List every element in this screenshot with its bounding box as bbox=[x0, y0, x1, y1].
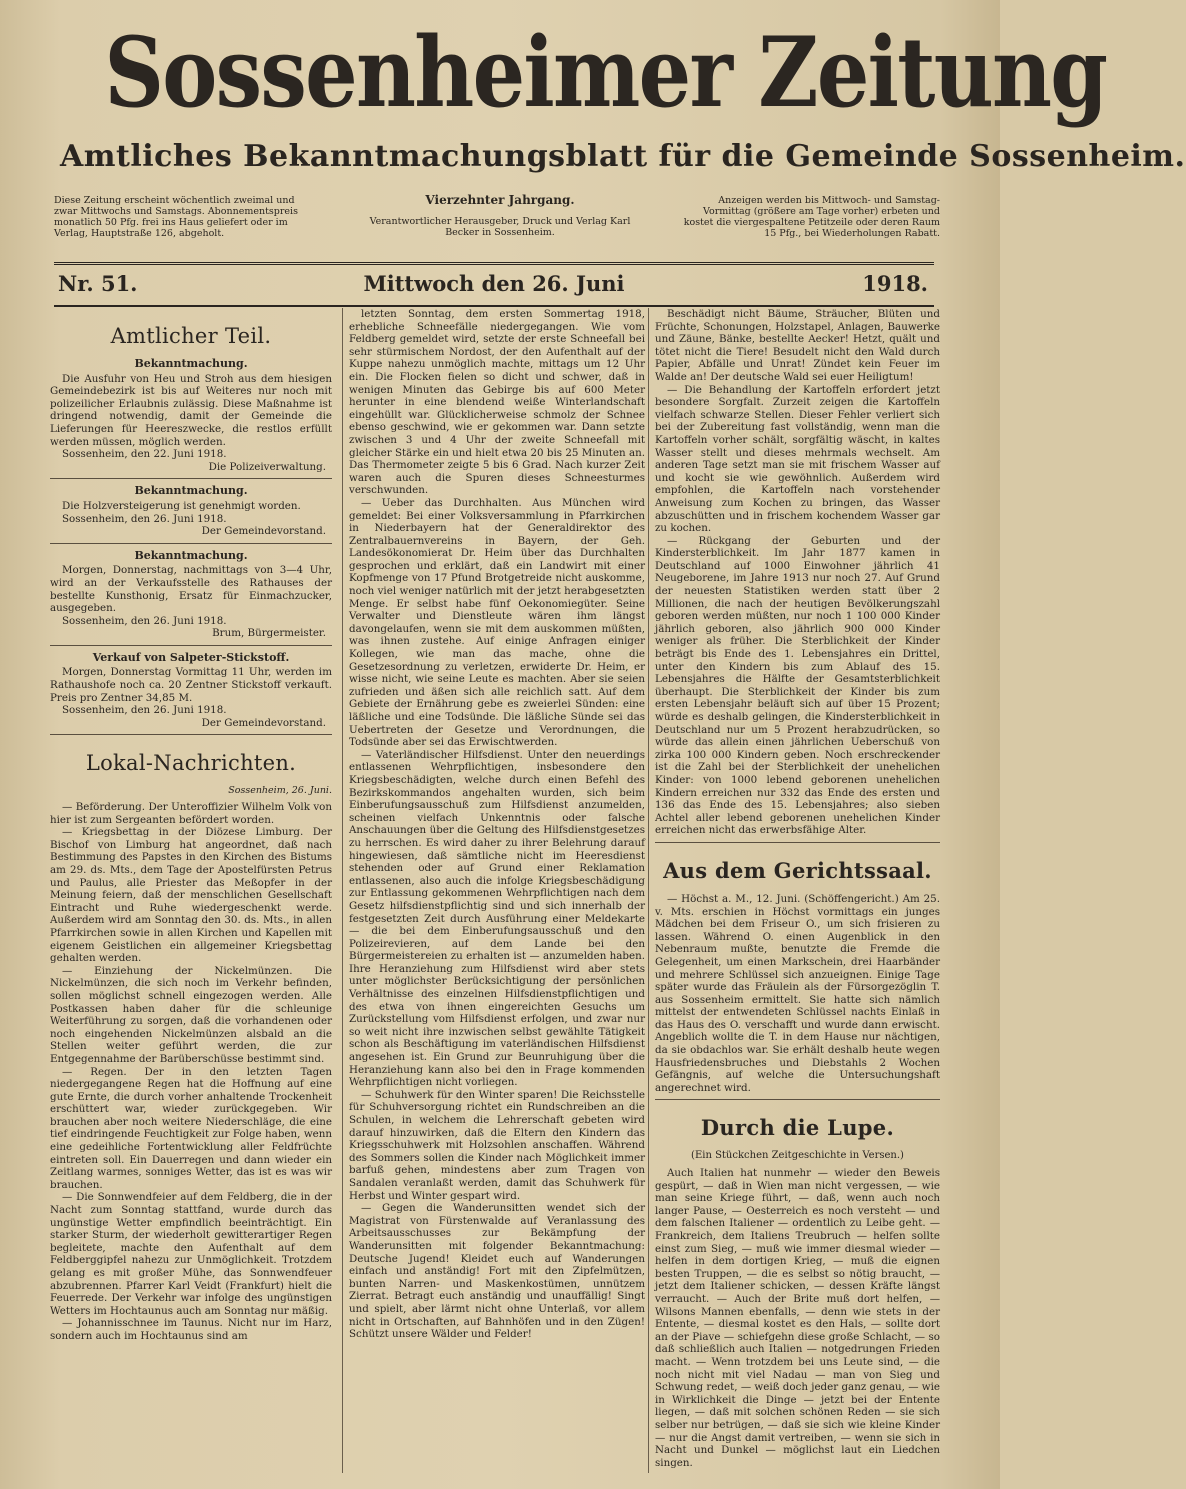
column-3 bbox=[648, 308, 940, 1473]
article-kriegsbettag: — Kriegsbettag in der Diözese Limburg. Der Bischof von Limburg hat angeordnet, daß nach Bestimmung des Papstes in den Kirchen des Bistums am 29. ds. Mts., dem Tage der Apostelfürsten Petrus und Paulus, alle Priester das Meßopfer in der Meinung feiern, daß der menschlichen Gesellschaft Eintracht und Ruhe wiedergeschenkt werde. Außerdem wird am Sonntag den 30. ds. Mts., in allen Pfarrkirchen sowie in allen Kirchen und Kapellen mit eigenem Geistlichen ein allgemeiner Kriegsbettag gehalten werden. bbox=[50, 826, 332, 965]
notice-title: Verkauf von Salpeter-Stickstoff. bbox=[92, 650, 290, 664]
publisher-info bbox=[360, 195, 640, 238]
notice-place-date: Sossenheim, den 26. Juni 1918. bbox=[62, 614, 227, 627]
poem-subtitle: (Ein Stückchen Zeitgeschichte in Versen.) bbox=[691, 1150, 904, 1162]
section-heading-amtlicher-teil: Amtlicher Teil. bbox=[110, 324, 272, 348]
masthead-subtitle: Amtliches Bekanntmachungsblatt für die Gemeinde Sossenheim. bbox=[60, 139, 1186, 174]
section-heading-lokal-nachrichten: Lokal-Nachrichten. bbox=[85, 751, 297, 776]
local-dateline: Sossenheim, 26. Juni. bbox=[228, 785, 332, 797]
divider bbox=[655, 1099, 940, 1100]
column-1 bbox=[50, 308, 332, 1473]
divider bbox=[50, 645, 332, 646]
notice-place-date: Sossenheim, den 22. Juni 1918. bbox=[62, 448, 227, 461]
article-geburten: — Rückgang der Geburten und der Kindersterblichkeit. Im Jahr 1877 kamen in Deutschland auf 1000 Einwohner jährlich 41 Neugeborene, im Jahre 1913 nur noch 27. Auf Grund der neuesten Statistiken werden statt über 2 Millionen, die nach der heutigen Bevölkerungszahl geboren werden müßten, nur noch 1 100 000 Kinder jährlich geboren, also jährlich 900 000 Kinder weniger als früher. Die Sterblichkeit der Kinder beträgt bis Ende des 1. Lebensjahres ein Drittel, unter den Kindern bis zum Ablauf des 15. Lebensjahres die Hälfte der Gesamtsterblichkeit überhaupt. Die Sterblichkeit der Kinder bis zum ersten Lebensjahr beläuft sich auf über 15 Prozent; würde es deshalb gelingen, die Kindersterblichkeit in Deutschland nur um 5 Prozent herabzudrücken, so würde das allein einen jährlichen Ueberschuß von zirka 100 000 Kindern geben. Noch erschreckender ist die Zahl bei der Sterblichkeit der unehelichen Kinder: von 1000 lebend geborenen unehelichen Kindern erreichen nur 332 das Ende des ersten und 136 das Ende des 15. Lebensjahres; also sieben Achtel aller lebend geborenen unehelichen Kinder erreichen nicht das erwerbsfähige Alter. bbox=[655, 534, 940, 837]
divider bbox=[50, 543, 332, 544]
article-befoerderung: — Beförderung. Der Unteroffizier Wilhelm Volk von hier ist zum Sergeanten befördert worden. bbox=[50, 801, 332, 826]
issue-date: Mittwoch den 26. Juni bbox=[363, 271, 625, 296]
notice-signature: Die Polizeiverwaltung. bbox=[208, 460, 326, 473]
issue-number: Nr. 51. bbox=[58, 271, 138, 296]
notice-title: Bekanntmachung. bbox=[134, 548, 248, 562]
notice-2 bbox=[50, 485, 332, 537]
section-heading-gerichtssaal: Aus dem Gerichtssaal. bbox=[663, 857, 932, 883]
article-johannisschnee: — Johannisschnee im Taunus. Nicht nur im Harz, sondern auch im Hochtaunus sind am bbox=[50, 1317, 332, 1342]
issue-dateline bbox=[54, 262, 934, 307]
advertising-info: Anzeigen werden bis Mittwoch- und Samstag-Vormittag (größere am Tage vorher) erbeten und kostet die viergespaltene Petitzeile oder deren Raum 15 Pfg., bei Wiederholungen Rabatt. bbox=[683, 195, 940, 239]
notice-title: Bekanntmachung. bbox=[134, 484, 248, 498]
issue-year: 1918. bbox=[862, 271, 928, 296]
article-regen: — Regen. Der in den letzten Tagen niedergegangene Regen hat die Hoffnung auf eine gute Ernte, die durch vorher anhaltende Trockenheit erschüttert war, wieder zurückgegeben. Wir brauchen aber noch weitere Niederschläge, die eine tief eindringende Feuchtigkeit zur Folge haben, wenn eine gedeihliche Fortentwicklung aller Feldfrüchte eintreten soll. Ein Dauerregen und dann wieder ein Zeitlang warmes, sonniges Wetter, das ist es was wir brauchen. bbox=[50, 1065, 332, 1191]
notice-signature: Brum, Bürgermeister. bbox=[212, 627, 326, 640]
masthead-title: Sossenheimer Zeitung bbox=[104, 16, 1107, 129]
article-durchhalten: — Ueber das Durchhalten. Aus München wird gemeldet: Bei einer Volksversammlung in Pfarrkirchen in Niederbayern hat der Generaldirektor des Zentralbauernvereins in Bayern, der Geh. Landesökonomierat Dr. Heim über das Durchhalten gesprochen und erklärt, daß ein Landwirt mit einer Kopfmenge von 17 Pfund Brotgetreide nicht auskomme, noch viel weniger natürlich mit der jetzt herabgesetzten Menge. Er selbst habe fünf Oekonomiegüter. Seine Verwalter und Dienstleute wären ihm längst davongelaufen, wenn sie mit dem auskommen müßten, was ihnen zustehe. Auf einige Anfragen einiger Kollegen, wie man das mache, ohne die Gesetzesordnung zu verletzen, erwiderte Dr. Heim, er wisse nicht, wie seine Leute es machten. Aber sie seien zufrieden und äßen sich alle reichlich satt. Auf dem Gebiete der Ernährung gebe es zweierlei Sünden: eine läßliche und eine Todsünde. Die läßliche Sünde sei das Uebertreten der Gesetze und Verordnungen, die Todsünde aber sei das Erwischtwerden. bbox=[349, 496, 645, 749]
notice-1 bbox=[50, 358, 332, 473]
notice-text: Die Holzversteigerung ist genehmigt worden. bbox=[62, 499, 301, 512]
volume-label: Vierzehnter Jahrgang. bbox=[425, 193, 575, 207]
notice-text: Die Ausfuhr von Heu und Stroh aus dem hiesigen Gemeindebezirk ist bis auf Weiteres nur noch mit polizeilicher Erlaubnis zulässig. Diese Maßnahme ist dringend notwendig, damit der Gemeinde die Lieferungen für Heereszwecke, die restlos erfüllt werden müssen, möglich werden. bbox=[50, 372, 332, 448]
article-wanderunsitten-cont: Beschädigt nicht Bäume, Sträucher, Blüten und Früchte, Schonungen, Holzstapel, Anlagen, Bauwerke und Zäune, Bänke, bestellte Aecker! Hetzt, quält und tötet nicht die Tiere! Besudelt nicht den Wald durch Papier, Abfälle und Unrat! Zündet kein Feuer im Walde an! Der deutsche Wald sei euer Heiligtum! bbox=[655, 308, 940, 383]
notice-title: Bekanntmachung. bbox=[134, 357, 248, 370]
poem-text: Auch Italien hat nunmehr — wieder den Beweis gespürt, — daß in Wien man nicht vergessen, — wie man seine Kriege führt, — daß, wenn auch noch langer Pause, — Oesterreich es noch versteht — und dem falschen Italiener — ordentlich zu Leibe geht. — Frankreich, dem Italiens Treubruch — helfen sollte einst zum Sieg, — muß wie immer diesmal wieder — helfen in dem dortigen Krieg, — muß die eignen besten Truppen, — die es selbst so nötig braucht, — jetzt dem Italiener schicken, — dessen Kräfte längst verraucht. — Auch der Brite muß dort helfen, — Wilsons Mannen ebenfalls, — denn wie stets in der Entente, — diesmal kostet es den Hals, — sollte dort an der Piave — schiefgehn diese große Schlacht, — so daß schließlich auch Italien — notgedrungen Frieden macht. — Wenn trotzdem bei uns Leute sind, — die noch nicht mit viel Nadau — man von Sieg und Schwung redet, — weiß doch jeder ganz genau, — wie in Wirklichkeit die Dinge — jetzt bei der Entente liegen, — daß mit solchen schönen Reden — sie sich selber nur betrügen, — daß sie sich wie kleine Kinder — nur die Angst damit vertreiben, — wenn sie sich in Nacht und Dunkel — möglichst laut ein Liedchen singen. bbox=[655, 1167, 940, 1469]
notice-signature: Der Gemeindevorstand. bbox=[201, 525, 326, 538]
article-sonnwendfeier: — Die Sonnwendfeier auf dem Feldberg, die in der Nacht zum Sonntag stattfand, wurde durch das ungünstige Wetter empfindlich beeinträchtigt. Ein starker Sturm, der wiederholt gewitterartiger Regen begleitete, machte den Aufenthalt auf dem Feldberggipfel nahezu zur Unmöglichkeit. Trotzdem gelang es mit großer Mühe, das Sonnwendfeuer abzubrennen. Pfarrer Karl Veidt (Frankfurt) hielt die Feuerrede. Der Verkehr war infolge des ungünstigen Wetters im Hochtaunus auch am Sonntag nur mäßig. bbox=[50, 1191, 332, 1317]
article-hoechst: — Höchst a. M., 12. Juni. (Schöffengericht.) Am 25. v. Mts. erschien in Höchst vormittags ein junges Mädchen bei dem Friseur O., um sich frisieren zu lassen. Während O. einen Augenblick in den Nebenraum mußte, benutzte die Fremde die Gelegenheit, um einen Markschein, drei Haarbänder und mehrere Schlüssel sich anzueignen. Einige Tage später wurde das Fräulein als der Fürsorgezöglin T. aus Sossenheim ermittelt. Sie hatte sich nämlich mittelst der entwendeten Schlüssel nachts Einlaß in das Haus des O. verschafft und wurde dann erwischt. Angeblich wollte die T. in dem Hause nur nächtigen, da sie obdachlos war. Sie erhält deshalb heute wegen Hausfriedensbruches und Diebstahls 2 Wochen Gefängnis, auf welche die Untersuchungshaft angerechnet wird. bbox=[655, 892, 940, 1094]
subscription-info: Diese Zeitung erscheint wöchentlich zweimal und zwar Mittwochs und Samstags. Abonnementspreis monatlich 50 Pfg. frei ins Haus geliefert oder im Verlag, Hauptstraße 126, abgeholt. bbox=[54, 195, 298, 239]
notice-text: Morgen, Donnerstag Vormittag 11 Uhr, werden im Rathaushofe noch ca. 20 Zentner Stickstoff verkauft. Preis pro Zentner 34,85 M. bbox=[50, 666, 332, 704]
notice-3 bbox=[50, 550, 332, 640]
column-2 bbox=[342, 308, 645, 1473]
publisher-label: Verantwortlicher Herausgeber, Druck und Verlag Karl Becker in Sossenheim. bbox=[369, 216, 631, 238]
article-nickelmuenzen: — Einziehung der Nickelmünzen. Die Nickelmünzen, die sich noch im Verkehr befinden, sollen möglichst schnell eingezogen werden. Alle Postkassen haben daher für die schleunige Weiterführung zu sorgen, daß die vorhandenen oder noch eingehenden Nickelmünzen alsbald an die Stellen weiter geführt werden, die zur Entgegennahme der Barüberschüsse bestimmt sind. bbox=[50, 964, 332, 1065]
divider bbox=[50, 734, 332, 735]
notice-place-date: Sossenheim, den 26. Juni 1918. bbox=[62, 704, 227, 717]
notice-4 bbox=[50, 652, 332, 730]
notice-signature: Der Gemeindevorstand. bbox=[201, 716, 326, 729]
article-hilfsdienst: — Vaterländischer Hilfsdienst. Unter den neuerdings entlassenen Wehrpflichtigen, insbesondere den Kriegsbeschädigten, welche durch einen Befehl des Bezirkskommandos angehalten wurden, sich beim Einberufungsausschuß zum Hilfsdienst anzumelden, scheinen vielfach Unkenntnis oder falsche Anschauungen über die Geltung des Hilfsdienstgesetzes zu herrschen. Es wird daher zu ihrer Belehrung darauf hingewiesen, daß sämtliche nicht im Heeresdienst stehenden oder auf Grund einer Reklamation entlassenen, also auch die infolge Kriegsbeschädigung zur Entlassung gekommenen Wehrpflichtigen nach dem Gesetz hilfsdienstpflichtig sind und sich innerhalb der festgesetzten Zeit durch Ausführung einer Meldekarte — die bei dem Einberufungsausschuß und den Polizeirevieren, auf dem Lande bei den Bürgermeistereien zu erhalten ist — anzumelden haben. Ihre Heranziehung zum Hilfsdienst wird aber stets unter möglichster Berücksichtigung der persönlichen Verhältnisse des einzelnen Hilfsdienstpflichtigen und des etwa von ihnen eingereichten Gesuchs um Zurückstellung vom Hilfsdienst erfolgen, und zwar nur so weit nicht ihre inzwischen selbst gewählte Tätigkeit schon als Beschäftigung im vaterländischen Hilfsdienst angesehen ist. Ein Grund zur Beunruhigung über die Heranziehung kann also bei den in Frage kommenden Wehrpflichtigen nicht vorliegen. bbox=[349, 748, 645, 1089]
notice-text: Morgen, Donnerstag, nachmittags von 3—4 Uhr, wird an der Verkaufsstelle des Rathauses der bestellte Kunsthonig, Ersatz für Einmachzucker, ausgegeben. bbox=[50, 564, 332, 615]
notice-place-date: Sossenheim, den 26. Juni 1918. bbox=[62, 512, 227, 525]
article-schuhwerk: — Schuhwerk für den Winter sparen! Die Reichsstelle für Schuhversorgung richtet ein Rundschreiben an die Schulen, in welchem die Lehrerschaft gebeten wird darauf hinzuwirken, daß die Eltern den Kindern das Kriegsschuhwerk mit Holzsohlen anschaffen. Während des Sommers sollen die Kinder nach Möglichkeit immer barfuß gehen, mindestens aber zum Tragen von Sandalen veranlaßt werden, damit das Schuhwerk für Herbst und Winter gespart wird. bbox=[349, 1088, 645, 1202]
divider bbox=[50, 478, 332, 479]
divider bbox=[655, 842, 940, 843]
article-wanderunsitten: — Gegen die Wanderunsitten wendet sich der Magistrat von Fürstenwalde auf Veranlassung des Arbeitsausschusses zur Bekämpfung der Wanderunsitten mit folgender Bekanntmachung: Deutsche Jugend! Kleidet euch auf Wanderungen einfach und anständig! Fort mit den Zipfelmützen, bunten Narren- und Maskenkostümen, unnützem Zierrat. Betragt euch anständig und unauffällig! Singt und spielt, aber lärmt nicht ohne Unterlaß, vor allem nicht in Ortschaften, auf Bahnhöfen und in den Zügen! Schützt unsere Wälder und Felder! bbox=[349, 1202, 645, 1341]
section-heading-durch-die-lupe: Durch die Lupe. bbox=[700, 1115, 895, 1141]
article-johannisschnee-cont: letzten Sonntag, dem ersten Sommertag 1918, erhebliche Schneefälle niedergegangen. Wie vom Feldberg gemeldet wird, setzte der erste Schneefall bei sehr stürmischem Nordost, der den Aufenthalt auf der Kuppe nahezu unmöglich machte, mittags um 12 Uhr ein. Die Flocken fielen so dicht und schwer, daß in wenigen Minuten das Gebirge bis auf 600 Meter herunter in eine blendend weiße Winterlandschaft eingehüllt war. Glücklicherweise schmolz der Schnee ebenso geschwind, wie er gekommen war. Dann setzte zwischen 3 und 4 Uhr der zweite Schneefall mit gleicher Stärke ein und hielt etwa 20 bis 25 Minuten an. Das Thermometer zeigte 5 bis 6 Grad. Nach kurzer Zeit waren auch die Spuren dieses Schneesturmes verschwunden. bbox=[349, 308, 645, 497]
article-kartoffeln: — Die Behandlung der Kartoffeln erfordert jetzt besondere Sorgfalt. Zurzeit zeigen die Kartoffeln vielfach schwarze Stellen. Dieser Fehler verliert sich bei der Zubereitung fast vollständig, wenn man die Kartoffeln vorher schält, sorgfältig wäscht, in kaltes Wasser stellt und dieses mehrmals wechselt. Am anderen Tage setzt man sie mit frischem Wasser auf und kocht sie wie gewöhnlich. Außerdem wird empfohlen, die Kartoffeln nach vorstehender Anweisung zum Kochen zu bringen, das Wasser abzuschütten und in frischem kochendem Wasser gar zu kochen. bbox=[655, 383, 940, 535]
